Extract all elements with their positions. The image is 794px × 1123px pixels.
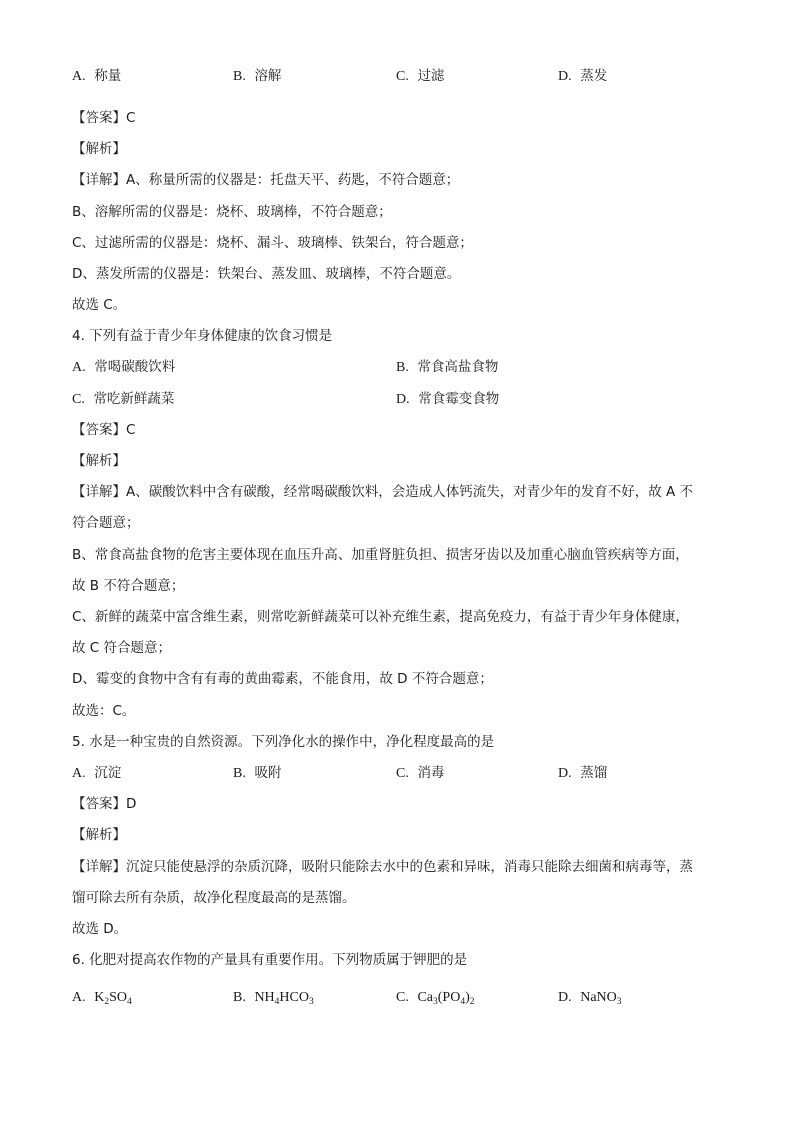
option-text: 常吃新鲜蔬菜 bbox=[93, 391, 175, 407]
option-label: A. bbox=[72, 766, 86, 781]
q3-detail-line: B、溶解所需的仪器是：烧杯、玻璃棒，不符合题意； bbox=[72, 204, 392, 220]
q3-option-c bbox=[396, 66, 444, 87]
q3-analysis-heading: 【解析】 bbox=[72, 141, 126, 157]
q5-option-b bbox=[233, 763, 281, 784]
q3-conclusion: 故选 C。 bbox=[72, 297, 127, 313]
option-text: 蒸发 bbox=[580, 68, 608, 84]
q3-answer: 【答案】C bbox=[72, 110, 136, 126]
q3-option-d bbox=[558, 66, 607, 87]
q4-answer: 【答案】C bbox=[72, 422, 136, 438]
option-label: C. bbox=[396, 990, 409, 1005]
q4-detail-line: 符合题意； bbox=[72, 515, 140, 531]
q5-option-d bbox=[558, 763, 607, 784]
option-label: B. bbox=[396, 360, 409, 375]
option-label: A. bbox=[72, 69, 86, 84]
q5-option-c bbox=[396, 763, 444, 784]
q4-option-b bbox=[396, 357, 498, 378]
q4-detail-line: D、霉变的食物中含有有毒的黄曲霉素，不能食用，故 D 不符合题意； bbox=[72, 671, 493, 687]
option-text: 沉淀 bbox=[94, 765, 122, 781]
q5-answer: 【答案】D bbox=[72, 796, 137, 812]
option-text: 常食高盐食物 bbox=[417, 359, 499, 375]
option-label: C. bbox=[396, 766, 409, 781]
option-label: B. bbox=[233, 766, 246, 781]
q5-option-a bbox=[72, 763, 121, 784]
q4-conclusion: 故选：C。 bbox=[72, 703, 136, 719]
q6-option-c bbox=[396, 987, 474, 1012]
q5-detail-line: 【详解】沉淀只能使悬浮的杂质沉降，吸附只能除去水中的色素和异味，消毒只能除去细菌和病毒等，蒸 bbox=[72, 859, 693, 875]
q3-detail-line: 【详解】A、称量所需的仪器是：托盘天平、药匙，不符合题意； bbox=[72, 172, 460, 188]
option-text: 消毒 bbox=[417, 765, 445, 781]
q4-option-c bbox=[72, 389, 174, 410]
option-label: A. bbox=[72, 360, 86, 375]
chemical-formula: NaNO$_3$ bbox=[580, 990, 622, 1007]
q4-option-d bbox=[396, 389, 499, 410]
option-text: 吸附 bbox=[254, 765, 282, 781]
q5-conclusion: 故选 D。 bbox=[72, 921, 128, 937]
option-label: D. bbox=[396, 392, 410, 407]
q4-detail-line: C、新鲜的蔬菜中富含维生素，则常吃新鲜蔬菜可以补充维生素，提高免疫力，有益于青少年身体健康， bbox=[72, 609, 689, 625]
option-text: 过滤 bbox=[417, 68, 445, 84]
option-label: C. bbox=[72, 392, 85, 407]
option-label: D. bbox=[558, 69, 572, 84]
q3-detail-line: C、过滤所需的仪器是：烧杯、漏斗、玻璃棒、铁架台，符合题意； bbox=[72, 235, 473, 251]
chemical-formula: $Ca_3(PO_4)_2$ bbox=[417, 990, 475, 1007]
q5-stem: 5. 水是一种宝贵的自然资源。下列净化水的操作中，净化程度最高的是 bbox=[72, 734, 495, 750]
option-text: 常食霉变食物 bbox=[418, 391, 500, 407]
option-label: A. bbox=[72, 990, 86, 1005]
option-label: D. bbox=[558, 990, 572, 1005]
option-label: D. bbox=[558, 766, 572, 781]
q6-option-a bbox=[72, 987, 132, 1012]
q6-stem: 6. 化肥对提高农作物的产量具有重要作用。下列物质属于钾肥的是 bbox=[72, 952, 468, 968]
q4-stem: 4. 下列有益于青少年身体健康的饮食习惯是 bbox=[72, 328, 333, 344]
chemical-formula: $K_2SO_4$ bbox=[94, 990, 132, 1007]
q4-analysis-heading: 【解析】 bbox=[72, 453, 126, 469]
option-label: B. bbox=[233, 69, 246, 84]
q3-option-a bbox=[72, 66, 121, 87]
option-text: 溶解 bbox=[254, 68, 282, 84]
option-text: 称量 bbox=[94, 68, 122, 84]
q4-detail-line: 【详解】A、碳酸饮料中含有碳酸，经常喝碳酸饮料，会造成人体钙流失，对青少年的发育不好，故 A 不 bbox=[72, 484, 694, 500]
option-text: 蒸馏 bbox=[580, 765, 608, 781]
q4-detail-line: B、常食高盐食物的危害主要体现在血压升高、加重肾脏负担、损害牙齿以及加重心脑血管疾病等方面， bbox=[72, 547, 689, 563]
option-text: 常喝碳酸饮料 bbox=[94, 359, 176, 375]
q4-detail-line: 故 C 符合题意； bbox=[72, 640, 172, 656]
q4-option-a bbox=[72, 357, 175, 378]
q6-option-b bbox=[233, 987, 314, 1012]
q4-detail-line: 故 B 不符合题意； bbox=[72, 578, 185, 594]
q5-analysis-heading: 【解析】 bbox=[72, 827, 126, 843]
q6-option-d bbox=[558, 987, 622, 1012]
option-label: B. bbox=[233, 990, 246, 1005]
q5-detail-line: 馏可除去所有杂质，故净化程度最高的是蒸馏。 bbox=[72, 890, 356, 906]
q3-detail-line: D、蒸发所需的仪器是：铁架台、蒸发皿、玻璃棒，不符合题意。 bbox=[72, 266, 461, 282]
option-label: C. bbox=[396, 69, 409, 84]
q3-option-b bbox=[233, 66, 281, 87]
chemical-formula: $NH_4HCO_3$ bbox=[254, 990, 314, 1007]
